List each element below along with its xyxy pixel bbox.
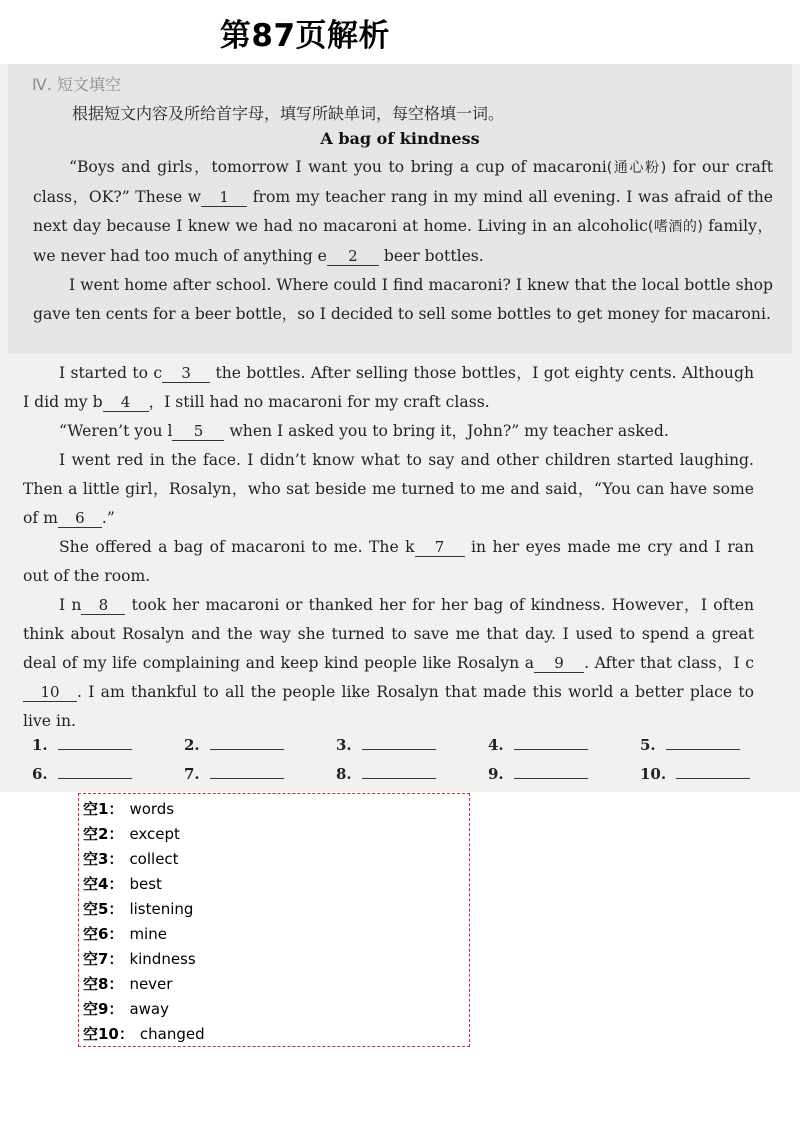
answer-item (83, 972, 172, 997)
answer-item (83, 872, 162, 897)
answer-label: 空10： (83, 1025, 134, 1043)
answer-line: 6. (32, 764, 132, 783)
answer-label: 空4： (83, 875, 124, 893)
answer-label: 空2： (83, 825, 124, 843)
answer-line: 3. (336, 735, 436, 754)
passage-text: “Weren’t you l (59, 422, 173, 440)
blank-9: 9 (534, 654, 584, 673)
answer-label: 空3： (83, 850, 124, 868)
blank-6: 6 (58, 509, 102, 528)
passage-text: took her macaroni or thanked her for her bag of kindness. However，I often think about Rosalyn and the way she turned to save me that day. I used to spend a great deal of my life complaining and keep kind people like Rosalyn a (23, 596, 754, 672)
answer-line: 1. (32, 735, 132, 754)
answer-label: 空9： (83, 1000, 124, 1018)
passage-text: ，I still had no macaroni for my craft class. (148, 393, 490, 411)
passage-part-2 (23, 359, 754, 736)
answer-line: 7. (184, 764, 284, 783)
answer-value: best (129, 875, 162, 893)
answer-label: 空1： (83, 800, 124, 818)
answer-value: kindness (129, 950, 196, 968)
passage-text: . After that class，I c (584, 654, 754, 672)
passage-text: She offered a bag of macaroni to me. The k (59, 538, 415, 556)
answer-value: mine (129, 925, 167, 943)
answer-key-box (78, 793, 470, 1047)
answer-line: 9. (488, 764, 588, 783)
answer-line: 10. (640, 764, 750, 783)
blank-8: 8 (81, 596, 125, 615)
passage-text: . I am thankful to all the people like Rosalyn that made this world a better place to live in. (23, 683, 754, 730)
answer-line: 4. (488, 735, 588, 754)
answer-item (83, 1022, 205, 1047)
passage-text: “Boys and girls，tomorrow I want you to bring a cup of macaroni (69, 158, 607, 176)
passage-text: in her eyes made me cry and I ran out of the room. (23, 538, 754, 585)
answer-value: listening (129, 900, 194, 918)
passage-text: from my teacher rang in my mind all evening. I was afraid of the next day because I knew we had no macaroni at home. Living in an alcoholic (33, 188, 773, 235)
blank-10: 10 (23, 683, 77, 702)
passage-text: I n (59, 596, 82, 614)
passage-text: beer bottles. (378, 247, 484, 265)
answer-item (83, 847, 179, 872)
passage-text: the bottles. After selling those bottles，I got eighty cents. Although I did my b (23, 364, 754, 411)
answer-value: away (129, 1000, 169, 1018)
passage-text: .” (101, 509, 115, 527)
answer-item (83, 897, 193, 922)
page-title: 第87页解析 (219, 18, 391, 54)
answer-value: collect (129, 850, 179, 868)
answer-item (83, 922, 167, 947)
passage-text: for our craft class，OK?” These w (33, 158, 773, 206)
answer-value: except (129, 825, 180, 843)
blank-3: 3 (162, 364, 210, 383)
answer-value: words (129, 800, 175, 818)
passage-gloss: (通心粉) (606, 160, 667, 176)
passage-text: family，we never had too much of anything e (33, 217, 773, 265)
blank-5: 5 (172, 422, 224, 441)
passage-text: I went red in the face. I didn’t know what to say and other children started laughing. Then a little girl，Rosalyn，who sat beside me turned to me and said，“You can have some of m (23, 451, 754, 527)
answer-item (83, 997, 169, 1022)
blank-2: 2 (327, 247, 379, 266)
scanned-exercise (0, 64, 800, 792)
answer-item (83, 947, 196, 972)
answer-label: 空8： (83, 975, 124, 993)
blank-1: 1 (201, 188, 247, 207)
instruction-text: 根据短文内容及所给首字母，填写所缺单词，每空格填一词。 (72, 104, 505, 123)
passage-gloss: (嗜酒的) (647, 219, 703, 235)
answer-label: 空7： (83, 950, 124, 968)
passage-text: when I asked you to bring it，John?” my teacher asked. (224, 422, 669, 440)
story-title: A bag of kindness (320, 129, 480, 148)
passage-text: I started to c (59, 364, 163, 382)
blank-4: 4 (103, 393, 149, 412)
answer-item (83, 797, 174, 822)
answer-label: 空5： (83, 900, 124, 918)
answer-value: never (129, 975, 173, 993)
answer-line: 2. (184, 735, 284, 754)
blank-7: 7 (415, 538, 465, 557)
answer-label: 空6： (83, 925, 124, 943)
section-heading: Ⅳ. 短文填空 (32, 75, 121, 94)
passage-part-1 (33, 153, 773, 329)
answer-value: changed (139, 1025, 205, 1043)
answer-item (83, 822, 180, 847)
answer-line: 8. (336, 764, 436, 783)
answer-line: 5. (640, 735, 740, 754)
passage-text: I went home after school. Where could I find macaroni? I knew that the local bottle shop gave ten cents for a beer bottle，so I decided to sell some bottles to get money for macaroni. (33, 276, 773, 323)
